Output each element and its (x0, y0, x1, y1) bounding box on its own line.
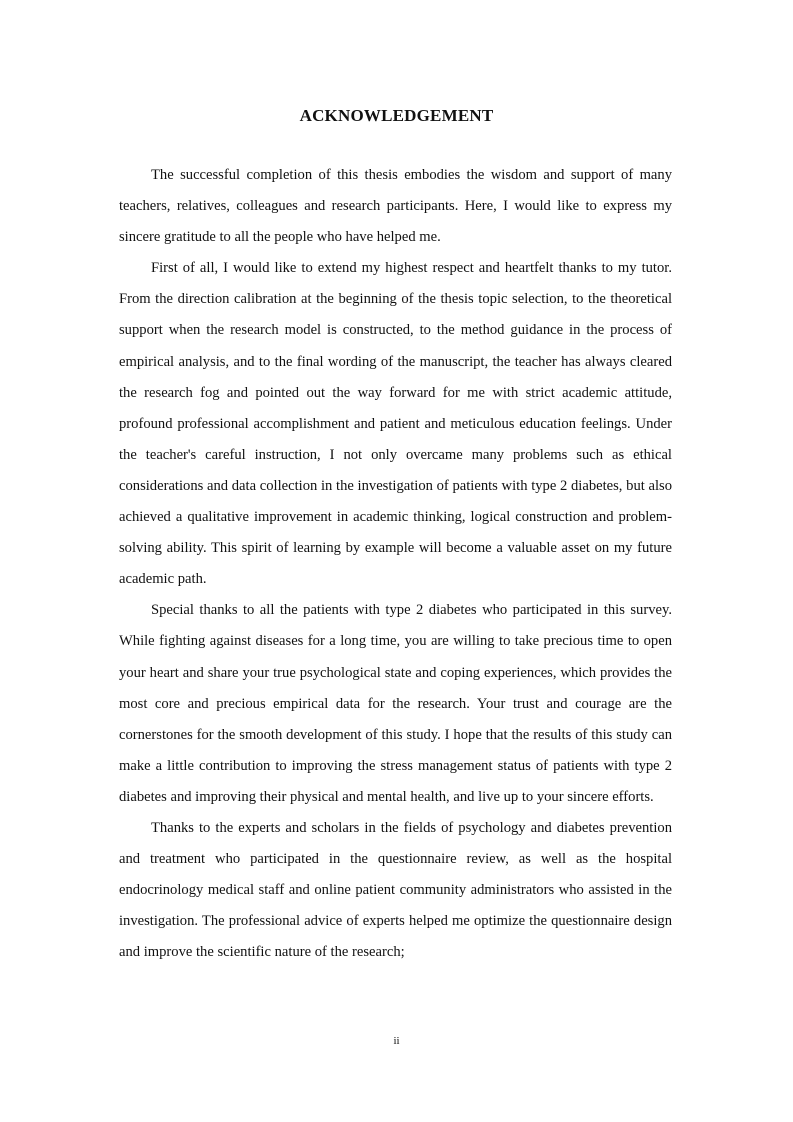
page-title: ACKNOWLEDGEMENT (299, 106, 494, 125)
paragraph-1: The successful completion of this thesis embodies the wisdom and support of many teachers, relatives, colleagues and research participants. Here, I would like to express my sincere gratitude to all the people who have helped me. (119, 167, 672, 246)
page-number: ii (393, 1035, 400, 1047)
paragraph-2: First of all, I would like to extend my highest respect and heartfelt thanks to my tutor. From the direction calibration at the beginning of the thesis topic selection, to the theoretical support when the research model is constructed, to the method guidance in the process of empirical analysis, and to the final wording of the manuscript, the teacher has always cleared the research fog and pointed out the way forward for me with strict academic attitude, profound professional accomplishment and patient and meticulous education feelings. Under the teacher's careful instruction, I not only overcame many problems such as ethical considerations and data collection in the investigation of patients with type 2 diabetes, but also achieved a qualitative improvement in academic thinking, logical construction and problem-solving ability. This spirit of learning by example will become a valuable asset on my future academic path. (119, 260, 672, 588)
acknowledgement-body (119, 160, 672, 968)
paragraph-4: Thanks to the experts and scholars in the fields of psychology and diabetes prevention and treatment who participated in the questionnaire review, as well as the hospital endocrinology medical staff and online patient community administrators who assisted in the investigation. The professional advice of experts helped me optimize the questionnaire design and improve the scientific nature of the research; (119, 819, 672, 961)
paragraph-3: Special thanks to all the patients with type 2 diabetes who participated in this survey. While fighting against diseases for a long time, you are willing to take precious time to open your heart and share your true psychological state and coping experiences, which provides the most core and precious empirical data for the research. Your trust and courage are the cornerstones for the smooth development of this study. I hope that the results of this study can make a little contribution to improving the stress management status of patients with type 2 diabetes and improving their physical and mental health, and live up to your sincere efforts. (119, 602, 672, 805)
